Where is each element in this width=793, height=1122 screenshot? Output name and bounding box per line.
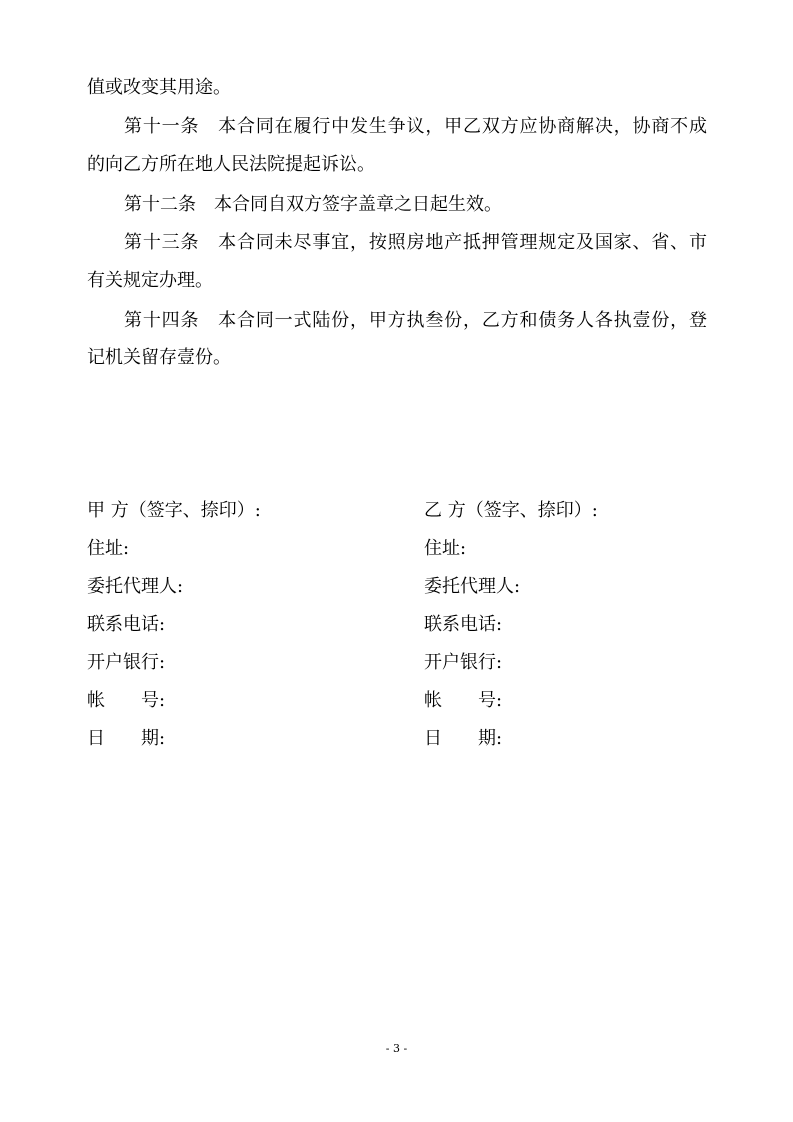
party-a-agent-label: 委托代理人: xyxy=(87,576,184,597)
party-b-address-label: 住址: xyxy=(424,538,467,559)
party-b-title: 乙 方（签字、捺印）: xyxy=(424,500,598,521)
party-b-bank-label: 开户银行: xyxy=(424,652,503,673)
party-a-bank-label: 开户银行: xyxy=(87,652,166,673)
clause-13-line: 第十三条 本合同未尽事宜，按照房地产抵押管理规定及国家、省、市 xyxy=(124,232,707,253)
page-number: - 3 - xyxy=(385,1042,408,1055)
party-b-phone-label: 联系电话: xyxy=(424,614,503,635)
party-a-address-label: 住址: xyxy=(87,538,130,559)
party-a-title: 甲 方（签字、捺印）: xyxy=(87,500,261,521)
clause-13-continuation: 有关规定办理。 xyxy=(87,270,213,291)
party-a-account-label: 帐 号: xyxy=(87,690,166,711)
party-a-date-label: 日 期: xyxy=(87,728,166,749)
clause-11-continuation: 的向乙方所在地人民法院提起诉讼。 xyxy=(87,154,375,175)
clause-11-line: 第十一条 本合同在履行中发生争议，甲乙双方应协商解决，协商不成 xyxy=(124,116,707,137)
clause-14-continuation: 记机关留存壹份。 xyxy=(87,347,231,368)
party-b-agent-label: 委托代理人: xyxy=(424,576,521,597)
clause-14-line: 第十四条 本合同一式陆份，甲方执叁份，乙方和债务人各执壹份，登 xyxy=(124,310,707,331)
clause-text-line: 值或改变其用途。 xyxy=(87,77,231,98)
clause-12-line: 第十二条 本合同自双方签字盖章之日起生效。 xyxy=(124,194,502,215)
party-a-phone-label: 联系电话: xyxy=(87,614,166,635)
party-b-date-label: 日 期: xyxy=(424,728,503,749)
party-b-account-label: 帐 号: xyxy=(424,690,503,711)
